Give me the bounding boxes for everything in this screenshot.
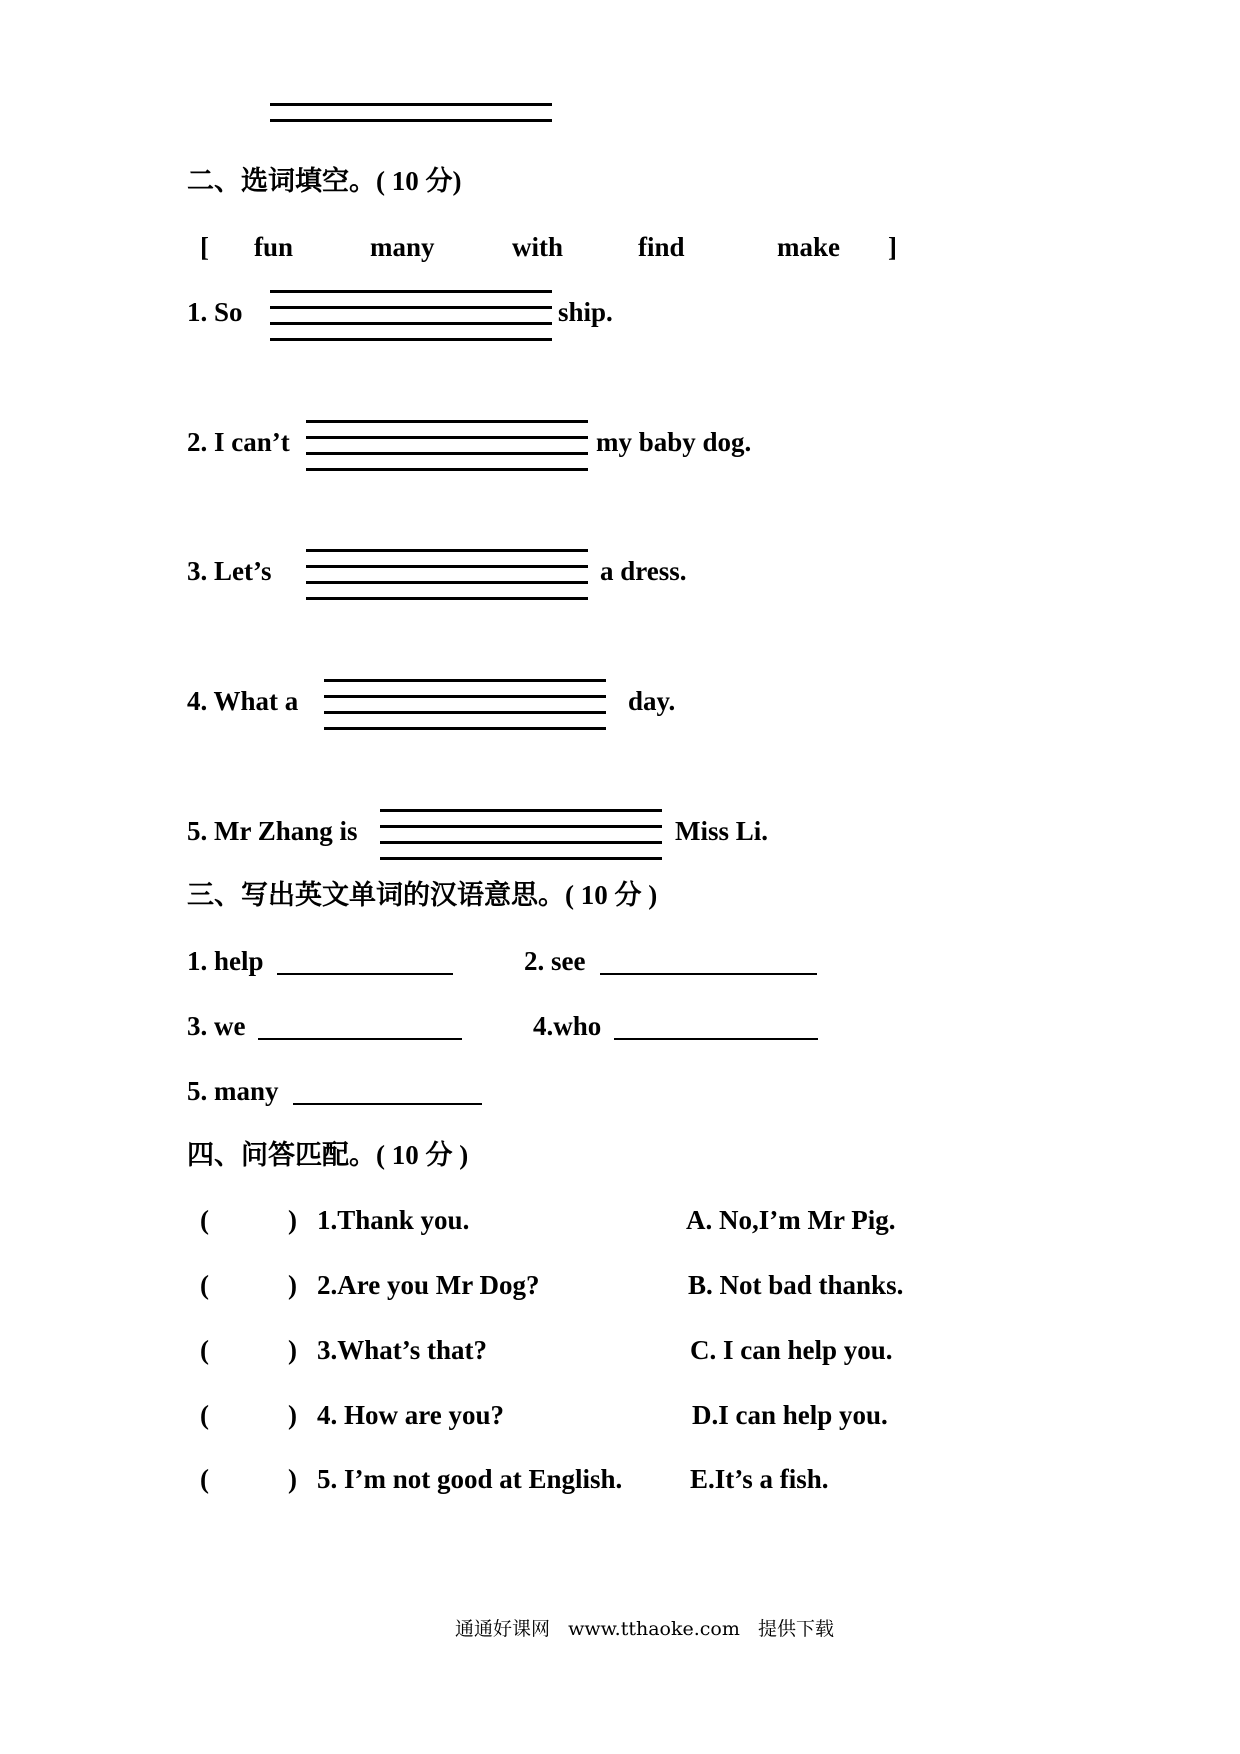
fill-item-after: ship. bbox=[558, 297, 613, 327]
answer-paren-open[interactable]: ( bbox=[200, 1270, 209, 1300]
answer-blank[interactable] bbox=[277, 973, 453, 975]
word-bank-word: fun bbox=[254, 232, 294, 262]
word-item: 4.who bbox=[533, 1011, 602, 1041]
question: 3.What’s that? bbox=[317, 1335, 488, 1365]
answer-blank[interactable] bbox=[600, 973, 817, 975]
fill-item-after: a dress. bbox=[600, 556, 687, 586]
question: 4. How are you? bbox=[317, 1400, 504, 1430]
answer-paren-open[interactable]: ( bbox=[200, 1335, 209, 1365]
answer-option: C. I can help you. bbox=[690, 1335, 893, 1365]
question: 2.Are you Mr Dog? bbox=[317, 1270, 540, 1300]
answer-paren-open[interactable]: ( bbox=[200, 1464, 209, 1494]
fill-blank-lines[interactable] bbox=[306, 420, 588, 470]
fill-item-after: Miss Li. bbox=[675, 816, 769, 846]
answer-option: E.It’s a fish. bbox=[690, 1464, 829, 1494]
fill-blank-lines[interactable] bbox=[380, 809, 662, 859]
answer-paren-close: ) bbox=[288, 1464, 297, 1494]
word-bank-word: make bbox=[777, 232, 840, 262]
answer-blank[interactable] bbox=[293, 1103, 482, 1105]
answer-paren-open[interactable]: ( bbox=[200, 1205, 209, 1235]
fill-item-before: 2. I can’t bbox=[187, 427, 290, 457]
section3-heading: 三、写出英文单词的汉语意思。( 10 分 ) bbox=[187, 880, 658, 910]
answer-blank[interactable] bbox=[258, 1038, 462, 1040]
fill-item-before: 4. What a bbox=[187, 686, 299, 716]
answer-paren-close: ) bbox=[288, 1335, 297, 1365]
answer-blank[interactable] bbox=[614, 1038, 818, 1040]
word-bank-word: many bbox=[370, 232, 435, 262]
question: 1.Thank you. bbox=[317, 1205, 470, 1235]
answer-paren-close: ) bbox=[288, 1205, 297, 1235]
fill-item-before: 5. Mr Zhang is bbox=[187, 816, 358, 846]
fill-blank-lines[interactable] bbox=[306, 549, 588, 599]
answer-paren-close: ) bbox=[288, 1270, 297, 1300]
fill-blank-lines[interactable] bbox=[270, 290, 552, 340]
footer-text: 通通好课网 www.tthaoke.com 提供下载 bbox=[455, 1618, 834, 1640]
fill-item-before: 1. So bbox=[187, 297, 243, 327]
answer-option: B. Not bad thanks. bbox=[688, 1270, 904, 1300]
answer-paren-open[interactable]: ( bbox=[200, 1400, 209, 1430]
word-item: 1. help bbox=[187, 946, 264, 976]
question: 5. I’m not good at English. bbox=[317, 1464, 623, 1494]
fill-item-after: day. bbox=[628, 686, 676, 716]
word-item: 3. we bbox=[187, 1011, 246, 1041]
section4-heading: 四、问答匹配。( 10 分 ) bbox=[187, 1140, 469, 1170]
fill-item-after: my baby dog. bbox=[596, 427, 752, 457]
writing-lines-top bbox=[270, 103, 552, 123]
section2-heading: 二、选词填空。( 10 分) bbox=[187, 166, 462, 196]
word-bank-close-bracket: ] bbox=[888, 232, 897, 262]
word-bank-word: with bbox=[512, 232, 564, 262]
fill-blank-lines[interactable] bbox=[324, 679, 606, 729]
answer-option: D.I can help you. bbox=[692, 1400, 888, 1430]
answer-option: A. No,I’m Mr Pig. bbox=[686, 1205, 896, 1235]
word-bank-open-bracket: [ bbox=[200, 232, 209, 262]
answer-paren-close: ) bbox=[288, 1400, 297, 1430]
word-item: 5. many bbox=[187, 1076, 279, 1106]
word-bank-word: find bbox=[638, 232, 685, 262]
word-item: 2. see bbox=[524, 946, 586, 976]
fill-item-before: 3. Let’s bbox=[187, 556, 272, 586]
